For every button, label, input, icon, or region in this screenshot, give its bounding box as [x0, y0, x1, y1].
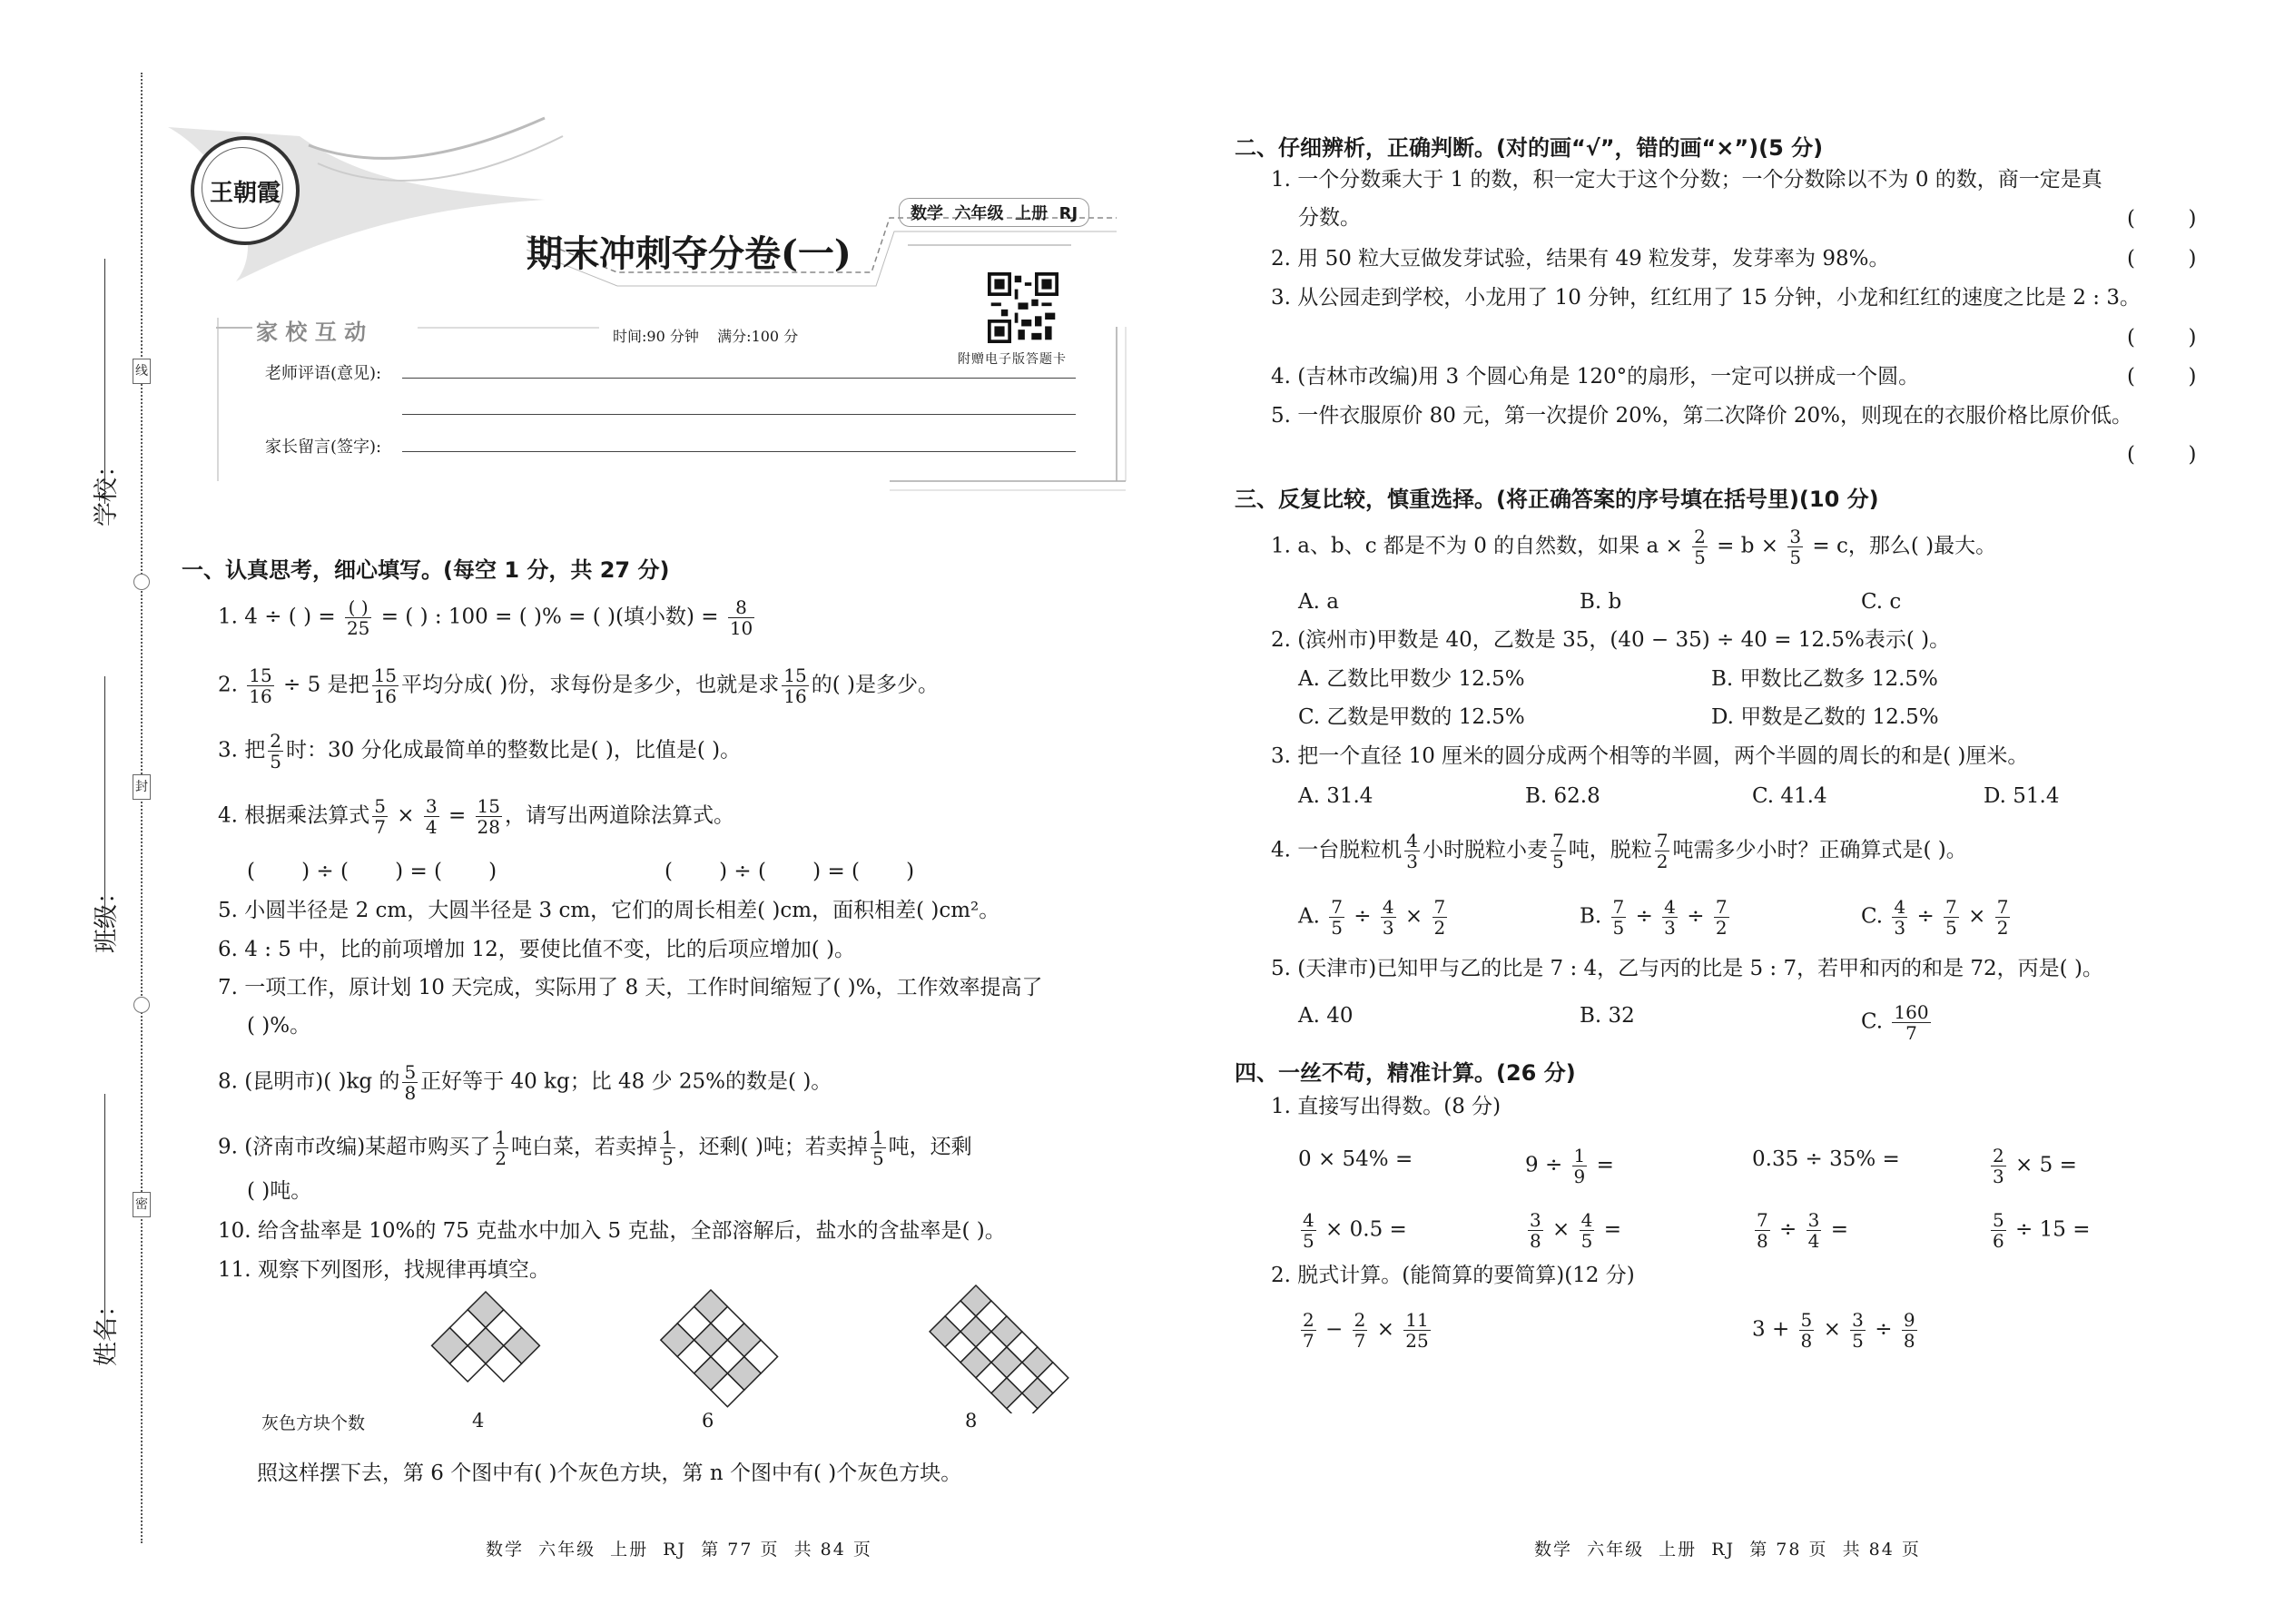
- teacher-comment-field-2[interactable]: [402, 414, 1076, 415]
- s1-q10[interactable]: 10. 给含盐率是 10%的 75 克盐水中加入 5 克盐，全部溶解后，盐水的含盐率是( )。: [218, 1219, 1006, 1243]
- s3-q5-opt-b[interactable]: B. 32: [1580, 1004, 1635, 1028]
- s2-q5-answer[interactable]: ( ): [2127, 443, 2197, 467]
- banner-rule: [418, 327, 599, 329]
- s1-q6[interactable]: 6. 4 : 5 中，比的前项增加 12，要使比值不变，比的后项应增加( )。: [218, 938, 856, 961]
- page-title: 期末冲刺夺分卷(一): [527, 232, 852, 275]
- name-label: 姓名：: [93, 1293, 121, 1366]
- s3-q4-opt-c[interactable]: C. $\frac{4}{3}$ ÷ $\frac{7}{5}$ × $\frac{7}{2}$: [1861, 896, 2009, 939]
- s3-q2-opt-b[interactable]: B. 甲数比乙数多 12.5%: [1711, 667, 1938, 691]
- s4-r2-c[interactable]: $\frac{7}{8}$ ÷ $\frac{3}{4}$ =: [1757, 1209, 1848, 1252]
- s2-q2-answer[interactable]: ( ): [2127, 247, 2197, 271]
- s3-q2[interactable]: 2. (滨州市)甲数是 40，乙数是 35，(40 − 35) ÷ 40 = 12.5%表示( )。: [1271, 628, 1951, 652]
- s1-q9[interactable]: 9. (济南市改编)某超市购买了 $\frac{1}{2}$ 吨白菜，若卖掉 $\frac{1}{5}$ ，还剩( )吨；若卖掉 $\frac{1}{5}$ 吨，还剩: [218, 1127, 972, 1169]
- s4-sub2: 2. 脱式计算。(能简算的要简算)(12 分): [1271, 1264, 1635, 1287]
- s3-q1-opt-a[interactable]: A. a: [1298, 590, 1339, 614]
- seal-bot: 密: [133, 1192, 151, 1217]
- s4-r1-d[interactable]: $\frac{2}{3}$ × 5 =: [1993, 1145, 2077, 1187]
- footer-right: 数学 六年级 上册 RJ 第 78 页 共 84 页: [1534, 1540, 1921, 1560]
- punch-hole-icon: [133, 574, 150, 590]
- s1-q7a[interactable]: 7. 一项工作，原计划 10 天完成，实际用了 8 天，工作时间缩短了( )%，工作效率提高了: [218, 976, 1043, 999]
- class-label: 班级：: [93, 880, 121, 953]
- s1-q7b[interactable]: ( )%。: [247, 1014, 311, 1038]
- s1-q9b[interactable]: ( )吨。: [247, 1179, 312, 1203]
- s2-q1a: 1. 一个分数乘大于 1 的数，积一定大于这个分数；一个分数除以不为 0 的数，商一定是真: [1271, 168, 2102, 192]
- s3-q5[interactable]: 5. (天津市)已知甲与乙的比是 7 : 4，乙与丙的比是 5 : 7，若甲和丙的和是 72，丙是( )。: [1271, 957, 2103, 980]
- gray-count-2: 6: [702, 1410, 714, 1432]
- parent-comment-field[interactable]: [402, 451, 1076, 452]
- s4-expr1[interactable]: $\frac{2}{7}$ − $\frac{2}{7}$ × $\frac{11}{25}$: [1303, 1309, 1429, 1352]
- section2-heading: 二、仔细辨析，正确判断。(对的画“√”，错的画“×”)(5 分): [1235, 135, 1824, 161]
- school-field[interactable]: [104, 259, 105, 504]
- pattern-figure-3: [871, 1282, 1098, 1413]
- s1-q1[interactable]: 1. 4 ÷ ( ) = ( ) 25 = ( ) : 100 = ( )% = ( )(填小数) = $\frac{8}{10}$: [218, 596, 753, 639]
- s3-q2-opt-d[interactable]: D. 甲数是乙数的 12.5%: [1711, 705, 1939, 729]
- s1-q11: 11. 观察下列图形，找规律再填空。: [218, 1258, 550, 1282]
- s4-r1-b[interactable]: 9 ÷ $\frac{1}{9}$ =: [1525, 1145, 1614, 1187]
- s2-q1-answer[interactable]: ( ): [2127, 207, 2197, 231]
- s3-q5-opt-a[interactable]: A. 40: [1298, 1004, 1354, 1028]
- s3-q4[interactable]: 4. 一台脱粒机 $\frac{4}{3}$ 小时脱粒小麦 $\frac{7}{5}$ 吨，脱粒 $\frac{7}{2}$ 吨需多少小时？正确算式是( )。: [1271, 830, 1967, 872]
- teacher-comment-field[interactable]: [402, 378, 1076, 379]
- s4-r1-a[interactable]: 0 × 54% =: [1298, 1147, 1413, 1171]
- s3-q2-opt-c[interactable]: C. 乙数是甲数的 12.5%: [1298, 705, 1525, 729]
- s3-q2-opt-a[interactable]: A. 乙数比甲数少 12.5%: [1298, 667, 1525, 691]
- gray-count-3: 8: [965, 1410, 978, 1432]
- name-field[interactable]: [104, 1094, 105, 1339]
- section4-heading: 四、一丝不苟，精准计算。(26 分): [1235, 1060, 1576, 1086]
- pattern-figure-2: [625, 1284, 806, 1412]
- gray-count-label: 灰色方块个数: [261, 1413, 366, 1433]
- binding-dotted-line: [141, 73, 143, 1543]
- qr-caption: 附赠电子版答题卡: [958, 352, 1067, 367]
- class-field[interactable]: [104, 676, 105, 930]
- s1-q8[interactable]: 8. (昆明市)( )kg 的 $\frac{5}{8}$ 正好等于 40 kg；比 48 少 25%的数是( )。: [218, 1061, 832, 1104]
- footer-left: 数学 六年级 上册 RJ 第 77 页 共 84 页: [486, 1540, 872, 1560]
- s2-q2: 2. 用 50 粒大豆做发芽试验，结果有 49 粒发芽，发芽率为 98%。: [1271, 247, 1890, 271]
- s1-q4-blank2[interactable]: ( ) ÷ ( ) = ( ): [665, 860, 915, 883]
- school-label: 学校：: [93, 453, 121, 527]
- s4-sub1: 1. 直接写出得数。(8 分): [1271, 1095, 1501, 1118]
- time-score: 时间:90 分钟 满分:100 分: [613, 328, 799, 345]
- section3-heading: 三、反复比较，慎重选择。(将正确答案的序号填在括号里)(10 分): [1235, 487, 1879, 512]
- seal-top: 线: [133, 359, 151, 384]
- banner-rule: [216, 327, 252, 329]
- s2-q4-answer[interactable]: ( ): [2127, 365, 2197, 389]
- section1-heading: 一、认真思考，细心填写。(每空 1 分，共 27 分): [182, 557, 670, 583]
- gray-count-1: 4: [472, 1410, 485, 1432]
- logo-text: 王朝霞: [209, 180, 281, 207]
- qr-code-icon[interactable]: [988, 272, 1058, 343]
- s3-q3-opt-b[interactable]: B. 62.8: [1525, 784, 1600, 808]
- s2-q3: 3. 从公园走到学校，小龙用了 10 分钟，红红用了 15 分钟，小龙和红红的速度之比是 2 : 3。: [1271, 286, 2141, 310]
- s4-r2-a[interactable]: $\frac{4}{5}$ × 0.5 =: [1303, 1209, 1407, 1252]
- s2-q4: 4. (吉林市改编)用 3 个圆心角是 120°的扇形，一定可以拼成一个圆。: [1271, 365, 1920, 389]
- seal-mid: 封: [133, 774, 151, 800]
- pattern-figure-1: [418, 1284, 563, 1412]
- s3-q4-opt-a[interactable]: A. $\frac{7}{5}$ ÷ $\frac{4}{3}$ × $\frac{7}{2}$: [1298, 896, 1446, 939]
- teacher-comment-label: 老师评语(意见):: [265, 364, 382, 383]
- s3-q1-opt-c[interactable]: C. c: [1861, 590, 1902, 614]
- s1-q5[interactable]: 5. 小圆半径是 2 cm，大圆半径是 3 cm，它们的周长相差( )cm，面积相差( )cm²。: [218, 899, 1000, 922]
- s2-q5: 5. 一件衣服原价 80 元，第一次提价 20%，第二次降价 20%，则现在的衣服价格比原价低。: [1271, 404, 2133, 428]
- s1-q4[interactable]: 4. 根据乘法算式 $\frac{5}{7}$ × $\frac{3}{4}$ = $\frac{15}{28}$ ，请写出两道除法算式。: [218, 795, 734, 838]
- parent-comment-label: 家长留言(签字):: [265, 438, 382, 457]
- s3-q3-opt-c[interactable]: C. 41.4: [1752, 784, 1827, 808]
- punch-hole-icon: [133, 997, 150, 1013]
- s4-r2-b[interactable]: $\frac{3}{8}$ × $\frac{4}{5}$ =: [1530, 1209, 1621, 1252]
- s3-q1[interactable]: 1. a、b、c 都是不为 0 的自然数，如果 a × $\frac{2}{5}$ = b × $\frac{3}{5}$ = c，那么( )最大。: [1271, 526, 1997, 568]
- publisher-logo: [191, 136, 300, 245]
- s4-r1-c[interactable]: 0.35 ÷ 35% =: [1752, 1147, 1900, 1171]
- s3-q3[interactable]: 3. 把一个直径 10 厘米的圆分成两个相等的半圆，两个半圆的周长的和是( )厘米。: [1271, 744, 2029, 768]
- s2-q3-answer[interactable]: ( ): [2127, 326, 2197, 349]
- s4-expr2[interactable]: 3 + $\frac{5}{8}$ × $\frac{3}{5}$ ÷ $\frac{9}{8}$: [1752, 1309, 1915, 1352]
- s3-q4-opt-b[interactable]: B. $\frac{7}{5}$ ÷ $\frac{4}{3}$ ÷ $\frac{7}{2}$: [1580, 896, 1728, 939]
- s3-q1-opt-b[interactable]: B. b: [1580, 590, 1622, 614]
- subject-tag: 数学 六年级 上册 RJ: [899, 198, 1089, 227]
- s3-q3-opt-a[interactable]: A. 31.4: [1298, 784, 1373, 808]
- s1-q3[interactable]: 3. 把 $\frac{2}{5}$ 时：30 分化成最简单的整数比是( )，比值是( )。: [218, 730, 742, 773]
- home-school-banner: 家 校 互 动: [256, 320, 367, 345]
- s3-q3-opt-d[interactable]: D. 51.4: [1984, 784, 2060, 808]
- s4-r2-d[interactable]: $\frac{5}{6}$ ÷ 15 =: [1993, 1209, 2091, 1252]
- s3-q5-opt-c[interactable]: C. $\frac{160}{7}$: [1861, 1001, 1929, 1044]
- s1-q4-blank1[interactable]: ( ) ÷ ( ) = ( ): [247, 860, 497, 883]
- s1-q11b[interactable]: 照这样摆下去，第 6 个图中有( )个灰色方块，第 n 个图中有( )个灰色方块。: [257, 1462, 962, 1485]
- s1-q2[interactable]: 2. $\frac{15}{16}$ ÷ 5 是把 $\frac{15}{16}$ 平均分成( )份，求每份是多少，也就是求 $\frac{15}{16}$ 的( )是多少。: [218, 664, 939, 707]
- s2-q1b: 分数。: [1298, 206, 1361, 230]
